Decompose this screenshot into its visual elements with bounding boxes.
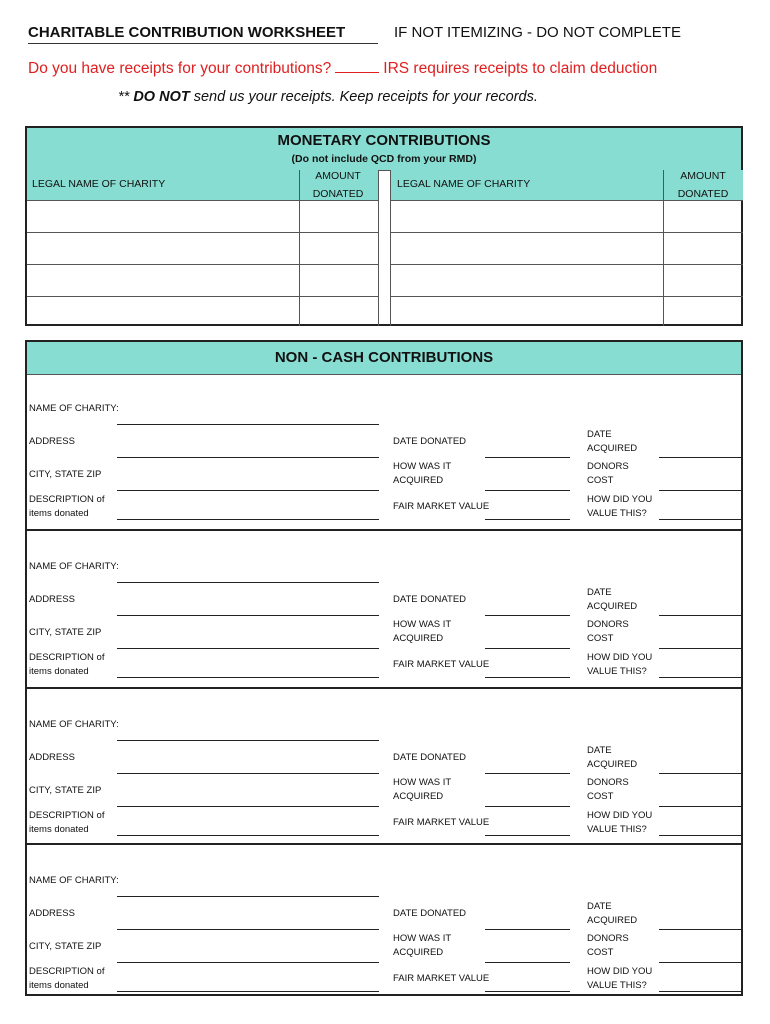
how-acquired-field[interactable] — [485, 648, 570, 649]
city-field[interactable] — [117, 490, 379, 491]
charity-name-cell[interactable] — [391, 297, 662, 325]
donor-cost-label-2: COST — [587, 475, 614, 486]
how-acquired-field[interactable] — [485, 962, 570, 963]
description-label-1: DESCRIPTION of — [29, 652, 105, 663]
description-field[interactable] — [117, 835, 379, 836]
note-rest: send us your receipts. Keep receipts for your records. — [189, 89, 538, 105]
name-field[interactable] — [117, 424, 379, 425]
amount-cell[interactable] — [300, 233, 377, 263]
valuation-label-2: VALUE THIS? — [587, 824, 647, 835]
date-acquired-label-1: DATE — [587, 745, 612, 756]
date-donated-field[interactable] — [485, 457, 570, 458]
how-acquired-label-2: ACQUIRED — [393, 947, 444, 958]
donor-cost-field[interactable] — [659, 806, 743, 807]
how-acquired-label-2: ACQUIRED — [393, 791, 444, 802]
date-acquired-label-2: ACQUIRED — [587, 915, 638, 926]
date-donated-field[interactable] — [485, 929, 570, 930]
date-acquired-field[interactable] — [659, 615, 743, 616]
note-prefix: ** — [118, 89, 134, 105]
fmv-field[interactable] — [485, 519, 570, 520]
valuation-label-2: VALUE THIS? — [587, 666, 647, 677]
charity-name-cell[interactable] — [391, 233, 662, 263]
noncash-header — [27, 342, 741, 375]
amount-cell[interactable] — [300, 297, 377, 325]
date-acquired-label-1: DATE — [587, 587, 612, 598]
donor-cost-field[interactable] — [659, 490, 743, 491]
donor-cost-label-2: COST — [587, 633, 614, 644]
date-donated-label: DATE DONATED — [393, 908, 467, 919]
name-field[interactable] — [117, 582, 379, 583]
how-acquired-label-1: HOW WAS IT — [393, 933, 452, 944]
noncash-entry — [27, 846, 741, 1000]
address-field[interactable] — [117, 615, 379, 616]
charity-name-cell[interactable] — [28, 297, 298, 325]
address-label: ADDRESS — [29, 908, 75, 919]
name-label: NAME OF CHARITY: — [29, 719, 119, 730]
date-acquired-label-2: ACQUIRED — [587, 759, 638, 770]
col-amount-left-1: AMOUNT — [315, 170, 361, 182]
date-donated-field[interactable] — [485, 615, 570, 616]
amount-cell[interactable] — [300, 265, 377, 295]
valuation-label-1: HOW DID YOU — [587, 810, 653, 821]
city-field[interactable] — [117, 962, 379, 963]
valuation-label-1: HOW DID YOU — [587, 966, 653, 977]
charity-name-cell[interactable] — [28, 201, 298, 231]
description-label-2: items donated — [29, 508, 89, 519]
date-acquired-field[interactable] — [659, 773, 743, 774]
city-label: CITY, STATE ZIP — [29, 469, 102, 480]
date-acquired-field[interactable] — [659, 929, 743, 930]
date-acquired-field[interactable] — [659, 457, 743, 458]
address-field[interactable] — [117, 457, 379, 458]
noncash-section — [25, 340, 743, 996]
date-acquired-label-2: ACQUIRED — [587, 443, 638, 454]
description-label-1: DESCRIPTION of — [29, 810, 105, 821]
address-label: ADDRESS — [29, 436, 75, 447]
noncash-title: NON - CASH CONTRIBUTIONS — [274, 349, 494, 366]
name-label: NAME OF CHARITY: — [29, 875, 119, 886]
address-field[interactable] — [117, 929, 379, 930]
receipts-answer-blank[interactable] — [335, 60, 379, 73]
col-charity-left: LEGAL NAME OF CHARITY — [32, 178, 166, 190]
amount-cell[interactable] — [664, 201, 742, 231]
monetary-header — [27, 128, 741, 171]
address-field[interactable] — [117, 773, 379, 774]
name-label: NAME OF CHARITY: — [29, 561, 119, 572]
how-acquired-label-2: ACQUIRED — [393, 475, 444, 486]
how-acquired-label-1: HOW WAS IT — [393, 461, 452, 472]
valuation-field[interactable] — [659, 677, 743, 678]
entry-separator — [27, 843, 741, 845]
fmv-field[interactable] — [485, 991, 570, 992]
donor-cost-label-1: DONORS — [587, 777, 629, 788]
date-acquired-label-1: DATE — [587, 901, 612, 912]
monetary-table — [25, 126, 743, 326]
charity-name-cell[interactable] — [28, 265, 298, 295]
description-field[interactable] — [117, 991, 379, 992]
name-field[interactable] — [117, 896, 379, 897]
donor-cost-label-1: DONORS — [587, 933, 629, 944]
valuation-field[interactable] — [659, 991, 743, 992]
how-acquired-label-1: HOW WAS IT — [393, 777, 452, 788]
donor-cost-label-2: COST — [587, 791, 614, 802]
fmv-label: FAIR MARKET VALUE — [393, 659, 490, 670]
donor-cost-label-2: COST — [587, 947, 614, 958]
monetary-title: MONETARY CONTRIBUTIONS — [277, 132, 491, 149]
description-field[interactable] — [117, 519, 379, 520]
monetary-subtitle: (Do not include QCD from your RMD) — [291, 153, 477, 165]
date-donated-field[interactable] — [485, 773, 570, 774]
noncash-entry — [27, 374, 741, 528]
divider — [378, 170, 379, 326]
city-label: CITY, STATE ZIP — [29, 627, 102, 638]
entry-separator — [27, 529, 741, 531]
valuation-field[interactable] — [659, 519, 743, 520]
address-label: ADDRESS — [29, 594, 75, 605]
charity-name-cell[interactable] — [391, 201, 662, 231]
fmv-field[interactable] — [485, 835, 570, 836]
date-donated-label: DATE DONATED — [393, 752, 467, 763]
city-label: CITY, STATE ZIP — [29, 785, 102, 796]
donor-cost-field[interactable] — [659, 962, 743, 963]
valuation-label-1: HOW DID YOU — [587, 652, 653, 663]
description-label-1: DESCRIPTION of — [29, 494, 105, 505]
amount-cell[interactable] — [664, 297, 742, 325]
city-field[interactable] — [117, 806, 379, 807]
how-acquired-label-1: HOW WAS IT — [393, 619, 452, 630]
fmv-label: FAIR MARKET VALUE — [393, 973, 490, 984]
note-bold: DO NOT — [133, 89, 190, 105]
date-donated-label: DATE DONATED — [393, 436, 467, 447]
description-label-2: items donated — [29, 980, 89, 991]
name-label: NAME OF CHARITY: — [29, 403, 119, 414]
date-acquired-label-1: DATE — [587, 429, 612, 440]
how-acquired-label-2: ACQUIRED — [393, 633, 444, 644]
donor-cost-label-1: DONORS — [587, 619, 629, 630]
donor-cost-field[interactable] — [659, 648, 743, 649]
description-label-2: items donated — [29, 824, 89, 835]
valuation-label-2: VALUE THIS? — [587, 980, 647, 991]
charity-name-cell[interactable] — [28, 233, 298, 263]
noncash-entry — [27, 690, 741, 844]
description-field[interactable] — [117, 677, 379, 678]
amount-cell[interactable] — [664, 265, 742, 295]
valuation-field[interactable] — [659, 835, 743, 836]
date-donated-label: DATE DONATED — [393, 594, 467, 605]
col-amount-left-2: DONATED — [312, 188, 364, 200]
how-acquired-field[interactable] — [485, 490, 570, 491]
amount-cell[interactable] — [664, 233, 742, 263]
itemizing-note: IF NOT ITEMIZING - DO NOT COMPLETE — [394, 24, 681, 41]
worksheet-title: CHARITABLE CONTRIBUTION WORKSHEET — [28, 24, 378, 44]
receipts-warning: IRS requires receipts to claim deduction — [383, 60, 658, 77]
col-amount-right-1: AMOUNT — [680, 170, 726, 182]
amount-cell[interactable] — [300, 201, 377, 231]
charity-name-cell[interactable] — [391, 265, 662, 295]
date-acquired-label-2: ACQUIRED — [587, 601, 638, 612]
receipts-note — [118, 89, 538, 105]
description-label-1: DESCRIPTION of — [29, 966, 105, 977]
name-field[interactable] — [117, 740, 379, 741]
col-charity-right: LEGAL NAME OF CHARITY — [397, 178, 531, 190]
receipts-question: Do you have receipts for your contributions? — [28, 60, 332, 77]
fmv-label: FAIR MARKET VALUE — [393, 501, 490, 512]
donor-cost-label-1: DONORS — [587, 461, 629, 472]
address-label: ADDRESS — [29, 752, 75, 763]
fmv-label: FAIR MARKET VALUE — [393, 817, 490, 828]
how-acquired-field[interactable] — [485, 806, 570, 807]
col-amount-right-2: DONATED — [677, 188, 729, 200]
entry-separator — [27, 687, 741, 689]
city-label: CITY, STATE ZIP — [29, 941, 102, 952]
valuation-label-2: VALUE THIS? — [587, 508, 647, 519]
city-field[interactable] — [117, 648, 379, 649]
description-label-2: items donated — [29, 666, 89, 677]
fmv-field[interactable] — [485, 677, 570, 678]
valuation-label-1: HOW DID YOU — [587, 494, 653, 505]
noncash-entry — [27, 532, 741, 686]
receipts-line — [28, 60, 657, 78]
